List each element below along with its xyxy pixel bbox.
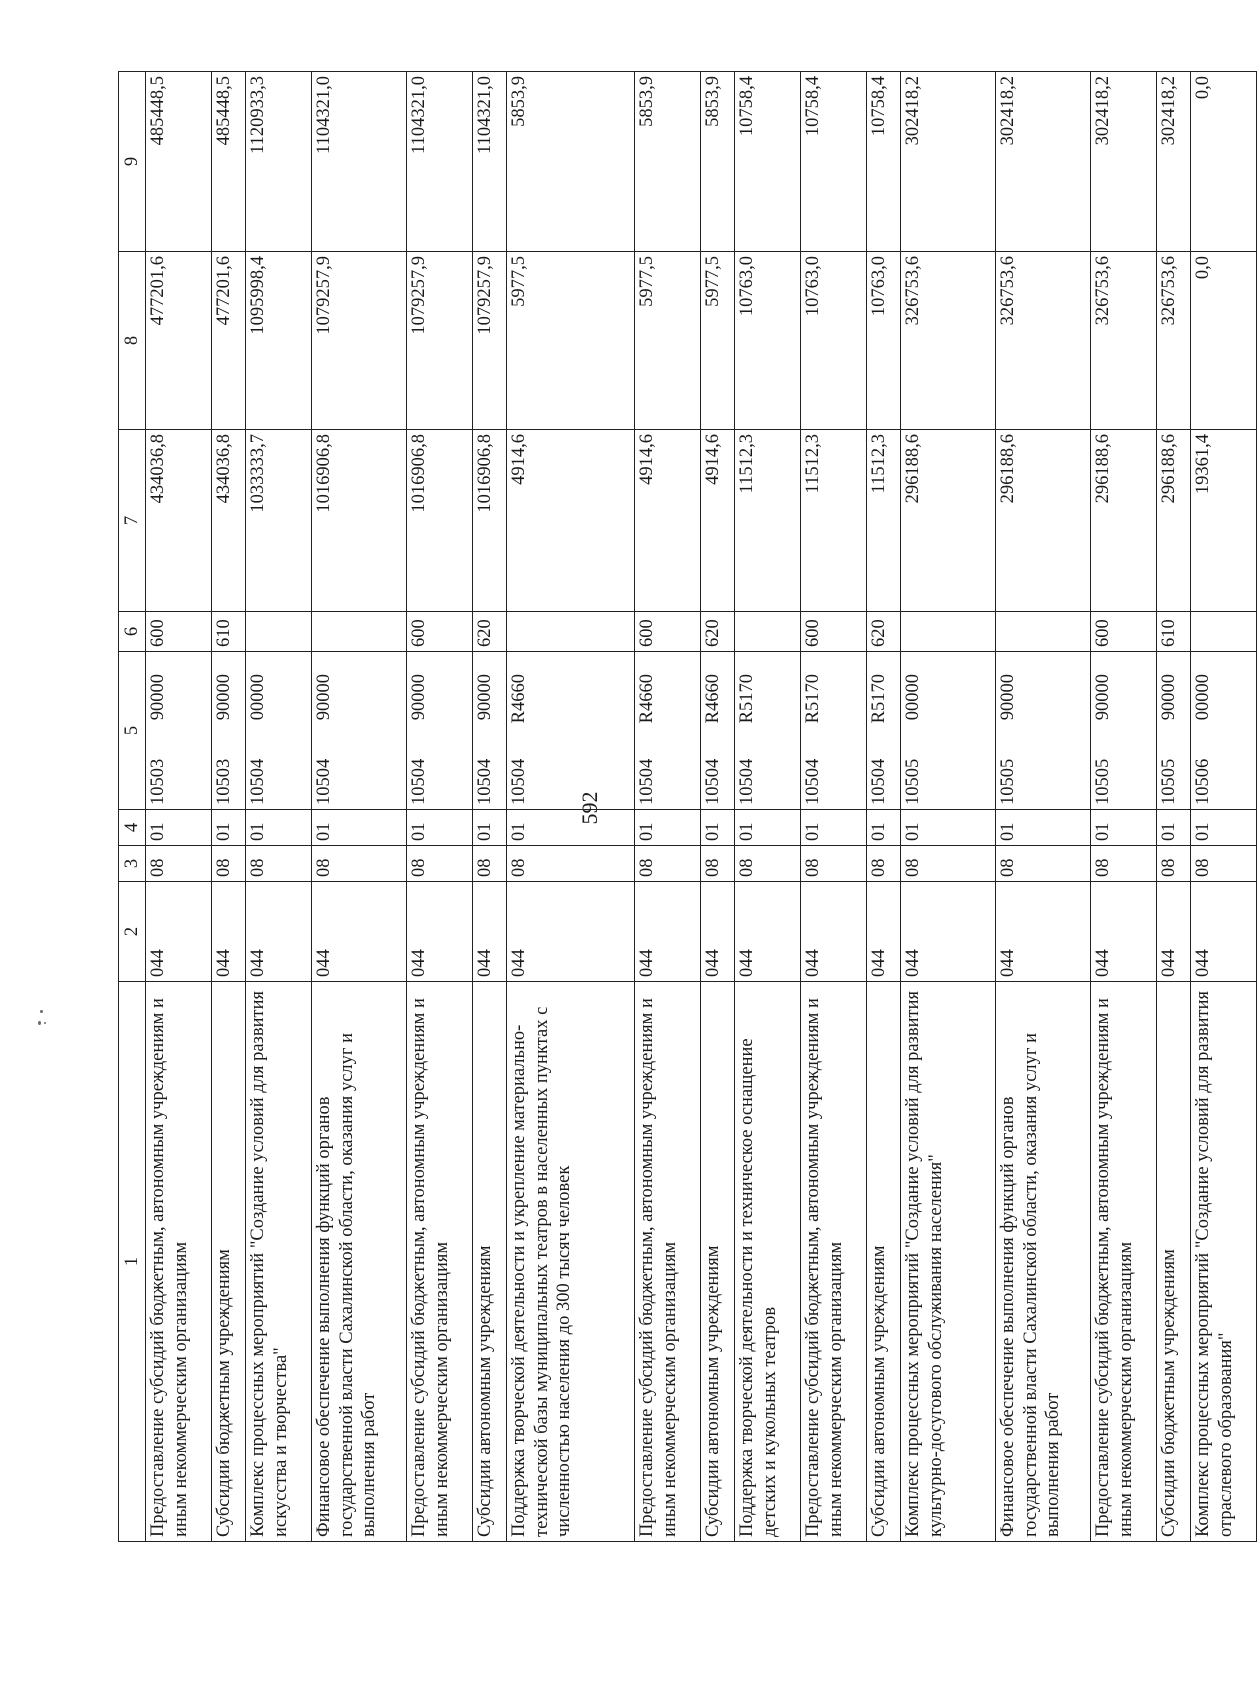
section-code-cell: 08 <box>246 846 312 882</box>
section-code-cell: 08 <box>407 846 473 882</box>
amount-year1-cell: 11512,3 <box>735 430 801 612</box>
target-article-cell <box>1157 652 1191 810</box>
target-article-program: 10504 <box>509 758 529 805</box>
target-article-direction: 00000 <box>1193 674 1213 721</box>
expense-type-cell: 600 <box>146 612 212 652</box>
amount-year2-cell: 326753,6 <box>1091 252 1157 430</box>
target-article-cell <box>146 652 212 810</box>
amount-year3-cell: 5853,9 <box>635 72 701 252</box>
section-code-cell: 08 <box>473 846 507 882</box>
row-name-cell: Субсидии автономным учреждениям <box>701 982 735 1542</box>
admin-code-cell: 044 <box>635 882 701 982</box>
amount-year3-cell: 0,0 <box>1191 72 1257 252</box>
expense-type-cell: 620 <box>701 612 735 652</box>
subsection-code-cell: 01 <box>801 810 867 846</box>
admin-code-cell: 044 <box>996 882 1091 982</box>
target-article-pair <box>1158 656 1181 805</box>
amount-year2-cell: 10763,0 <box>801 252 867 430</box>
target-article-program: 10506 <box>1193 758 1213 805</box>
row-name-cell: Субсидии бюджетным учреждениям <box>212 982 246 1542</box>
section-code-cell: 08 <box>146 846 212 882</box>
target-article-direction: 90000 <box>314 674 334 721</box>
target-article-direction: R4660 <box>509 674 529 724</box>
amount-year3-cell: 302418,2 <box>996 72 1091 252</box>
amount-year3-cell: 485448,5 <box>212 72 246 252</box>
row-name-cell: Предоставление субсидий бюджетным, автономным учреждениям и иным некоммерческим организациям <box>407 982 473 1542</box>
subsection-code-cell: 01 <box>901 810 996 846</box>
amount-year2-cell: 10763,0 <box>735 252 801 430</box>
admin-code-cell: 044 <box>407 882 473 982</box>
section-code-cell: 08 <box>801 846 867 882</box>
admin-code-cell: 044 <box>146 882 212 982</box>
target-article-cell <box>996 652 1091 810</box>
subsection-code-cell: 01 <box>635 810 701 846</box>
amount-year1-cell: 296188,6 <box>1091 430 1157 612</box>
amount-year1-cell: 1016906,8 <box>407 430 473 612</box>
amount-year2-cell: 1079257,9 <box>407 252 473 430</box>
table-body <box>119 72 1257 1542</box>
amount-year3-cell: 10758,4 <box>801 72 867 252</box>
table-row <box>801 72 867 1542</box>
target-article-pair <box>313 656 336 805</box>
subsection-code-cell: 01 <box>212 810 246 846</box>
amount-year1-cell: 4914,6 <box>701 430 735 612</box>
target-article-program: 10505 <box>998 758 1018 805</box>
target-article-cell <box>473 652 507 810</box>
admin-code-cell: 044 <box>801 882 867 982</box>
row-name-cell: Финансовое обеспечение выполнения функций органов государственной власти Сахалинской области, оказания услуг и выполнения работ <box>996 982 1091 1542</box>
amount-year3-cell: 302418,2 <box>901 72 996 252</box>
target-article-program: 10505 <box>1159 758 1179 805</box>
header-cell-2: 2 <box>119 882 146 982</box>
section-code-cell: 08 <box>1157 846 1191 882</box>
amount-year3-cell: 1104321,0 <box>473 72 507 252</box>
table-row <box>867 72 901 1542</box>
target-article-direction: R5170 <box>869 674 889 724</box>
target-article-direction: 90000 <box>998 674 1018 721</box>
subsection-code-cell: 01 <box>867 810 901 846</box>
amount-year1-cell: 296188,6 <box>996 430 1091 612</box>
admin-code-cell: 044 <box>473 882 507 982</box>
admin-code-cell: 044 <box>1091 882 1157 982</box>
target-article-program: 10505 <box>903 758 923 805</box>
header-cell-7: 7 <box>119 430 146 612</box>
header-cell-6: 6 <box>119 612 146 652</box>
row-name-cell: Поддержка творческой деятельности и укрепление материально-технической базы муниципальных театров в населенных пунктах с численностью населения до 300 тысяч человек <box>507 982 635 1542</box>
row-name-cell: Финансовое обеспечение выполнения функций органов государственной власти Сахалинской области, оказания услуг и выполнения работ <box>312 982 407 1542</box>
target-article-cell <box>901 652 996 810</box>
expense-type-cell: 600 <box>635 612 701 652</box>
admin-code-cell: 044 <box>867 882 901 982</box>
table-row <box>996 72 1091 1542</box>
admin-code-cell: 044 <box>212 882 246 982</box>
section-code-cell: 08 <box>701 846 735 882</box>
table-row <box>635 72 701 1542</box>
table-row <box>735 72 801 1542</box>
amount-year3-cell: 5853,9 <box>507 72 635 252</box>
target-article-pair <box>702 656 725 805</box>
target-article-cell <box>801 652 867 810</box>
target-article-direction: R4660 <box>637 674 657 724</box>
subsection-code-cell: 01 <box>246 810 312 846</box>
amount-year2-cell: 5977,5 <box>701 252 735 430</box>
scan-speck <box>40 1010 43 1013</box>
expense-type-cell <box>735 612 801 652</box>
amount-year2-cell: 0,0 <box>1191 252 1257 430</box>
amount-year3-cell: 1104321,0 <box>407 72 473 252</box>
rotated-table-container <box>118 72 1236 1542</box>
header-cell-1: 1 <box>119 982 146 1542</box>
expense-type-cell: 620 <box>473 612 507 652</box>
target-article-cell <box>246 652 312 810</box>
expense-type-cell <box>507 612 635 652</box>
amount-year1-cell: 296188,6 <box>901 430 996 612</box>
target-article-pair <box>1192 656 1215 805</box>
row-name-cell: Предоставление субсидий бюджетным, автономным учреждениям и иным некоммерческим организациям <box>801 982 867 1542</box>
target-article-program: 10504 <box>314 758 334 805</box>
amount-year3-cell: 302418,2 <box>1157 72 1191 252</box>
amount-year2-cell: 477201,6 <box>212 252 246 430</box>
page-number: 592 <box>577 791 602 825</box>
section-code-cell: 08 <box>1091 846 1157 882</box>
target-article-direction: 90000 <box>148 674 168 721</box>
admin-code-cell: 044 <box>507 882 635 982</box>
target-article-program: 10504 <box>703 758 723 805</box>
target-article-cell <box>312 652 407 810</box>
target-article-program: 10504 <box>475 758 495 805</box>
subsection-code-cell: 01 <box>312 810 407 846</box>
expense-type-cell <box>1191 612 1257 652</box>
amount-year1-cell: 1016906,8 <box>312 430 407 612</box>
section-code-cell: 08 <box>996 846 1091 882</box>
target-article-direction: R5170 <box>803 674 823 724</box>
row-name-cell: Комплекс процессных мероприятий "Создание условий для развития культурно-досугового обслуживания населения" <box>901 982 996 1542</box>
target-article-direction: 00000 <box>248 674 268 721</box>
amount-year3-cell: 302418,2 <box>1091 72 1157 252</box>
expense-type-cell <box>901 612 996 652</box>
table-row <box>246 72 312 1542</box>
subsection-code-cell: 01 <box>735 810 801 846</box>
target-article-program: 10503 <box>148 758 168 805</box>
target-article-program: 10504 <box>409 758 429 805</box>
row-name-cell: Предоставление субсидий бюджетным, автономным учреждениям и иным некоммерческим организациям <box>1091 982 1157 1542</box>
target-article-cell <box>635 652 701 810</box>
target-article-program: 10504 <box>737 758 757 805</box>
section-code-cell: 08 <box>867 846 901 882</box>
expense-type-cell: 620 <box>867 612 901 652</box>
amount-year3-cell: 10758,4 <box>735 72 801 252</box>
admin-code-cell: 044 <box>735 882 801 982</box>
row-name-cell: Комплекс процессных мероприятий "Создание условий для развития отраслевого образования" <box>1191 982 1257 1542</box>
row-name-cell: Предоставление субсидий бюджетным, автономным учреждениям и иным некоммерческим организациям <box>146 982 212 1542</box>
table-row <box>1157 72 1191 1542</box>
target-article-pair <box>636 656 659 805</box>
subsection-code-cell: 01 <box>507 810 635 846</box>
admin-code-cell: 044 <box>246 882 312 982</box>
amount-year2-cell: 5977,5 <box>635 252 701 430</box>
amount-year1-cell: 296188,6 <box>1157 430 1191 612</box>
row-name-cell: Предоставление субсидий бюджетным, автономным учреждениям и иным некоммерческим организациям <box>635 982 701 1542</box>
header-cell-3: 3 <box>119 846 146 882</box>
expense-type-cell: 600 <box>407 612 473 652</box>
target-article-pair <box>1092 656 1115 805</box>
table-row <box>1091 72 1157 1542</box>
amount-year1-cell: 19361,4 <box>1191 430 1257 612</box>
subsection-code-cell: 01 <box>701 810 735 846</box>
target-article-pair <box>247 656 270 805</box>
amount-year3-cell: 1120933,3 <box>246 72 312 252</box>
target-article-pair <box>213 656 236 805</box>
target-article-direction: 90000 <box>214 674 234 721</box>
section-code-cell: 08 <box>507 846 635 882</box>
target-article-program: 10503 <box>214 758 234 805</box>
target-article-cell <box>1091 652 1157 810</box>
target-article-pair <box>508 656 531 805</box>
amount-year2-cell: 5977,5 <box>507 252 635 430</box>
budget-table <box>118 71 1257 1542</box>
amount-year1-cell: 434036,8 <box>146 430 212 612</box>
table-row <box>312 72 407 1542</box>
subsection-code-cell: 01 <box>996 810 1091 846</box>
expense-type-cell: 610 <box>212 612 246 652</box>
table-row <box>507 72 635 1542</box>
target-article-program: 10504 <box>869 758 889 805</box>
section-code-cell: 08 <box>735 846 801 882</box>
target-article-pair <box>868 656 891 805</box>
expense-type-cell <box>996 612 1091 652</box>
admin-code-cell: 044 <box>312 882 407 982</box>
section-code-cell: 08 <box>901 846 996 882</box>
amount-year2-cell: 326753,6 <box>1157 252 1191 430</box>
table-row <box>473 72 507 1542</box>
header-cell-9: 9 <box>119 72 146 252</box>
table-row <box>407 72 473 1542</box>
target-article-cell <box>867 652 901 810</box>
expense-type-cell <box>312 612 407 652</box>
amount-year1-cell: 11512,3 <box>867 430 901 612</box>
target-article-program: 10504 <box>803 758 823 805</box>
target-article-direction: 90000 <box>1159 674 1179 721</box>
table-row <box>901 72 996 1542</box>
admin-code-cell: 044 <box>1191 882 1257 982</box>
header-cell-8: 8 <box>119 252 146 430</box>
scan-speck <box>38 1021 41 1025</box>
table-row <box>212 72 246 1542</box>
target-article-pair <box>147 656 170 805</box>
amount-year1-cell: 4914,6 <box>507 430 635 612</box>
section-code-cell: 08 <box>635 846 701 882</box>
target-article-pair <box>902 656 925 805</box>
amount-year2-cell: 1095998,4 <box>246 252 312 430</box>
amount-year2-cell: 10763,0 <box>867 252 901 430</box>
subsection-code-cell: 01 <box>473 810 507 846</box>
subsection-code-cell: 01 <box>1091 810 1157 846</box>
amount-year1-cell: 1016906,8 <box>473 430 507 612</box>
amount-year3-cell: 485448,5 <box>146 72 212 252</box>
target-article-program: 10504 <box>248 758 268 805</box>
amount-year2-cell: 1079257,9 <box>473 252 507 430</box>
subsection-code-cell: 01 <box>407 810 473 846</box>
target-article-direction: 90000 <box>1093 674 1113 721</box>
amount-year3-cell: 10758,4 <box>867 72 901 252</box>
target-article-direction: 90000 <box>409 674 429 721</box>
target-article-cell <box>701 652 735 810</box>
target-article-cell <box>407 652 473 810</box>
target-article-cell <box>1191 652 1257 810</box>
header-cell-4: 4 <box>119 810 146 846</box>
target-article-cell <box>735 652 801 810</box>
table-row <box>1191 72 1257 1542</box>
target-article-pair <box>736 656 759 805</box>
section-code-cell: 08 <box>212 846 246 882</box>
subsection-code-cell: 01 <box>1157 810 1191 846</box>
target-article-pair <box>474 656 497 805</box>
amount-year2-cell: 1079257,9 <box>312 252 407 430</box>
target-article-direction: 00000 <box>903 674 923 721</box>
expense-type-cell <box>246 612 312 652</box>
amount-year1-cell: 4914,6 <box>635 430 701 612</box>
table-row <box>701 72 735 1542</box>
header-row <box>119 72 146 1542</box>
row-name-cell: Субсидии автономным учреждениям <box>473 982 507 1542</box>
target-article-program: 10504 <box>637 758 657 805</box>
scan-speck <box>44 1022 46 1024</box>
target-article-pair <box>408 656 431 805</box>
subsection-code-cell: 01 <box>146 810 212 846</box>
header-cell-5: 5 <box>119 652 146 810</box>
admin-code-cell: 044 <box>901 882 996 982</box>
amount-year2-cell: 477201,6 <box>146 252 212 430</box>
amount-year1-cell: 11512,3 <box>801 430 867 612</box>
row-name-cell: Субсидии бюджетным учреждениям <box>1157 982 1191 1542</box>
target-article-direction: R5170 <box>737 674 757 724</box>
amount-year2-cell: 326753,6 <box>996 252 1091 430</box>
target-article-direction: R4660 <box>703 674 723 724</box>
target-article-cell <box>507 652 635 810</box>
amount-year3-cell: 5853,9 <box>701 72 735 252</box>
target-article-direction: 90000 <box>475 674 495 721</box>
admin-code-cell: 044 <box>1157 882 1191 982</box>
target-article-pair <box>997 656 1020 805</box>
amount-year1-cell: 434036,8 <box>212 430 246 612</box>
section-code-cell: 08 <box>1191 846 1257 882</box>
expense-type-cell: 610 <box>1157 612 1191 652</box>
amount-year2-cell: 326753,6 <box>901 252 996 430</box>
target-article-cell <box>212 652 246 810</box>
admin-code-cell: 044 <box>701 882 735 982</box>
table-row <box>146 72 212 1542</box>
row-name-cell: Поддержка творческой деятельности и техническое оснащение детских и кукольных театров <box>735 982 801 1542</box>
section-code-cell: 08 <box>312 846 407 882</box>
target-article-pair <box>802 656 825 805</box>
expense-type-cell: 600 <box>801 612 867 652</box>
amount-year1-cell: 1033333,7 <box>246 430 312 612</box>
row-name-cell: Субсидии автономным учреждениям <box>867 982 901 1542</box>
amount-year3-cell: 1104321,0 <box>312 72 407 252</box>
target-article-program: 10505 <box>1093 758 1113 805</box>
subsection-code-cell: 01 <box>1191 810 1257 846</box>
expense-type-cell: 600 <box>1091 612 1157 652</box>
row-name-cell: Комплекс процессных мероприятий "Создание условий для развития искусства и творчества" <box>246 982 312 1542</box>
